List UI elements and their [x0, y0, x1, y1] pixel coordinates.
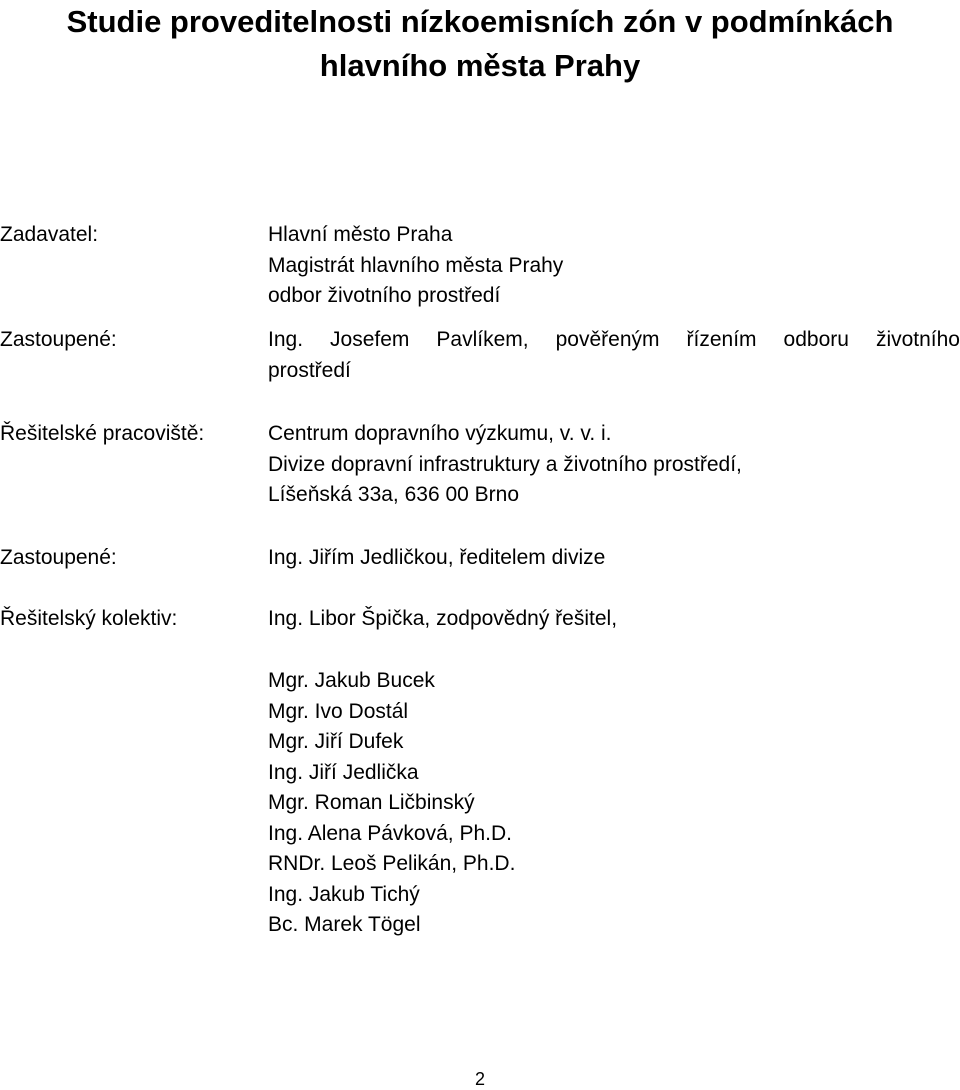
- team-member: Mgr. Ivo Dostál: [268, 699, 409, 723]
- team-member: Ing. Alena Pávková, Ph.D.: [268, 821, 512, 845]
- team-member: Bc. Marek Tögel: [268, 913, 421, 936]
- zastoupene-value: [268, 325, 960, 386]
- team-member: Mgr. Roman Ličbinský: [268, 791, 475, 814]
- zadavatel-line: Magistrát hlavního města Prahy: [268, 253, 564, 277]
- zastoupene-2-label: Zastoupené:: [0, 546, 117, 569]
- zastoupene-2-value: Ing. Jiřím Jedličkou, ředitelem divize: [268, 546, 606, 569]
- zadavatel-value: [268, 220, 563, 312]
- zastoupene-line: Ing. Josefem Pavlíkem, pověřeným řízením odboru životního: [268, 328, 960, 351]
- zadavatel-label: Zadavatel:: [0, 223, 99, 246]
- zastoupene-label: Zastoupené:: [0, 328, 117, 351]
- resitelsky-kolektiv-lead: Ing. Libor Špička, zodpovědný řešitel,: [268, 607, 618, 630]
- team-member-list: [268, 666, 515, 941]
- zastoupene-line: prostředí: [268, 358, 351, 382]
- pracoviste-line: Divize dopravní infrastruktury a životního prostředí,: [268, 452, 742, 476]
- pracoviste-line: Centrum dopravního výzkumu, v. v. i.: [268, 422, 612, 445]
- team-member: Ing. Jakub Tichý: [268, 882, 420, 906]
- team-member: Mgr. Jiří Dufek: [268, 730, 404, 753]
- resitelsky-kolektiv-label: Řešitelský kolektiv:: [0, 607, 178, 630]
- title-line-1: Studie proveditelnosti nízkoemisních zón v podmínkách: [66, 4, 894, 39]
- team-member: RNDr. Leoš Pelikán, Ph.D.: [268, 852, 516, 875]
- zadavatel-line: odbor životního prostředí: [268, 284, 501, 307]
- pracoviste-line: Líšeňská 33a, 636 00 Brno: [268, 483, 520, 506]
- zadavatel-line: Hlavní město Praha: [268, 223, 453, 246]
- team-member: Mgr. Jakub Bucek: [268, 669, 435, 692]
- title-line-2: hlavního města Prahy: [319, 48, 641, 83]
- page-number: 2: [474, 1069, 485, 1089]
- resitelske-pracoviste-label: Řešitelské pracoviště:: [0, 422, 205, 445]
- document-title: [0, 0, 960, 88]
- resitelske-pracoviste-value: [268, 419, 742, 511]
- team-member: Ing. Jiří Jedlička: [268, 760, 419, 784]
